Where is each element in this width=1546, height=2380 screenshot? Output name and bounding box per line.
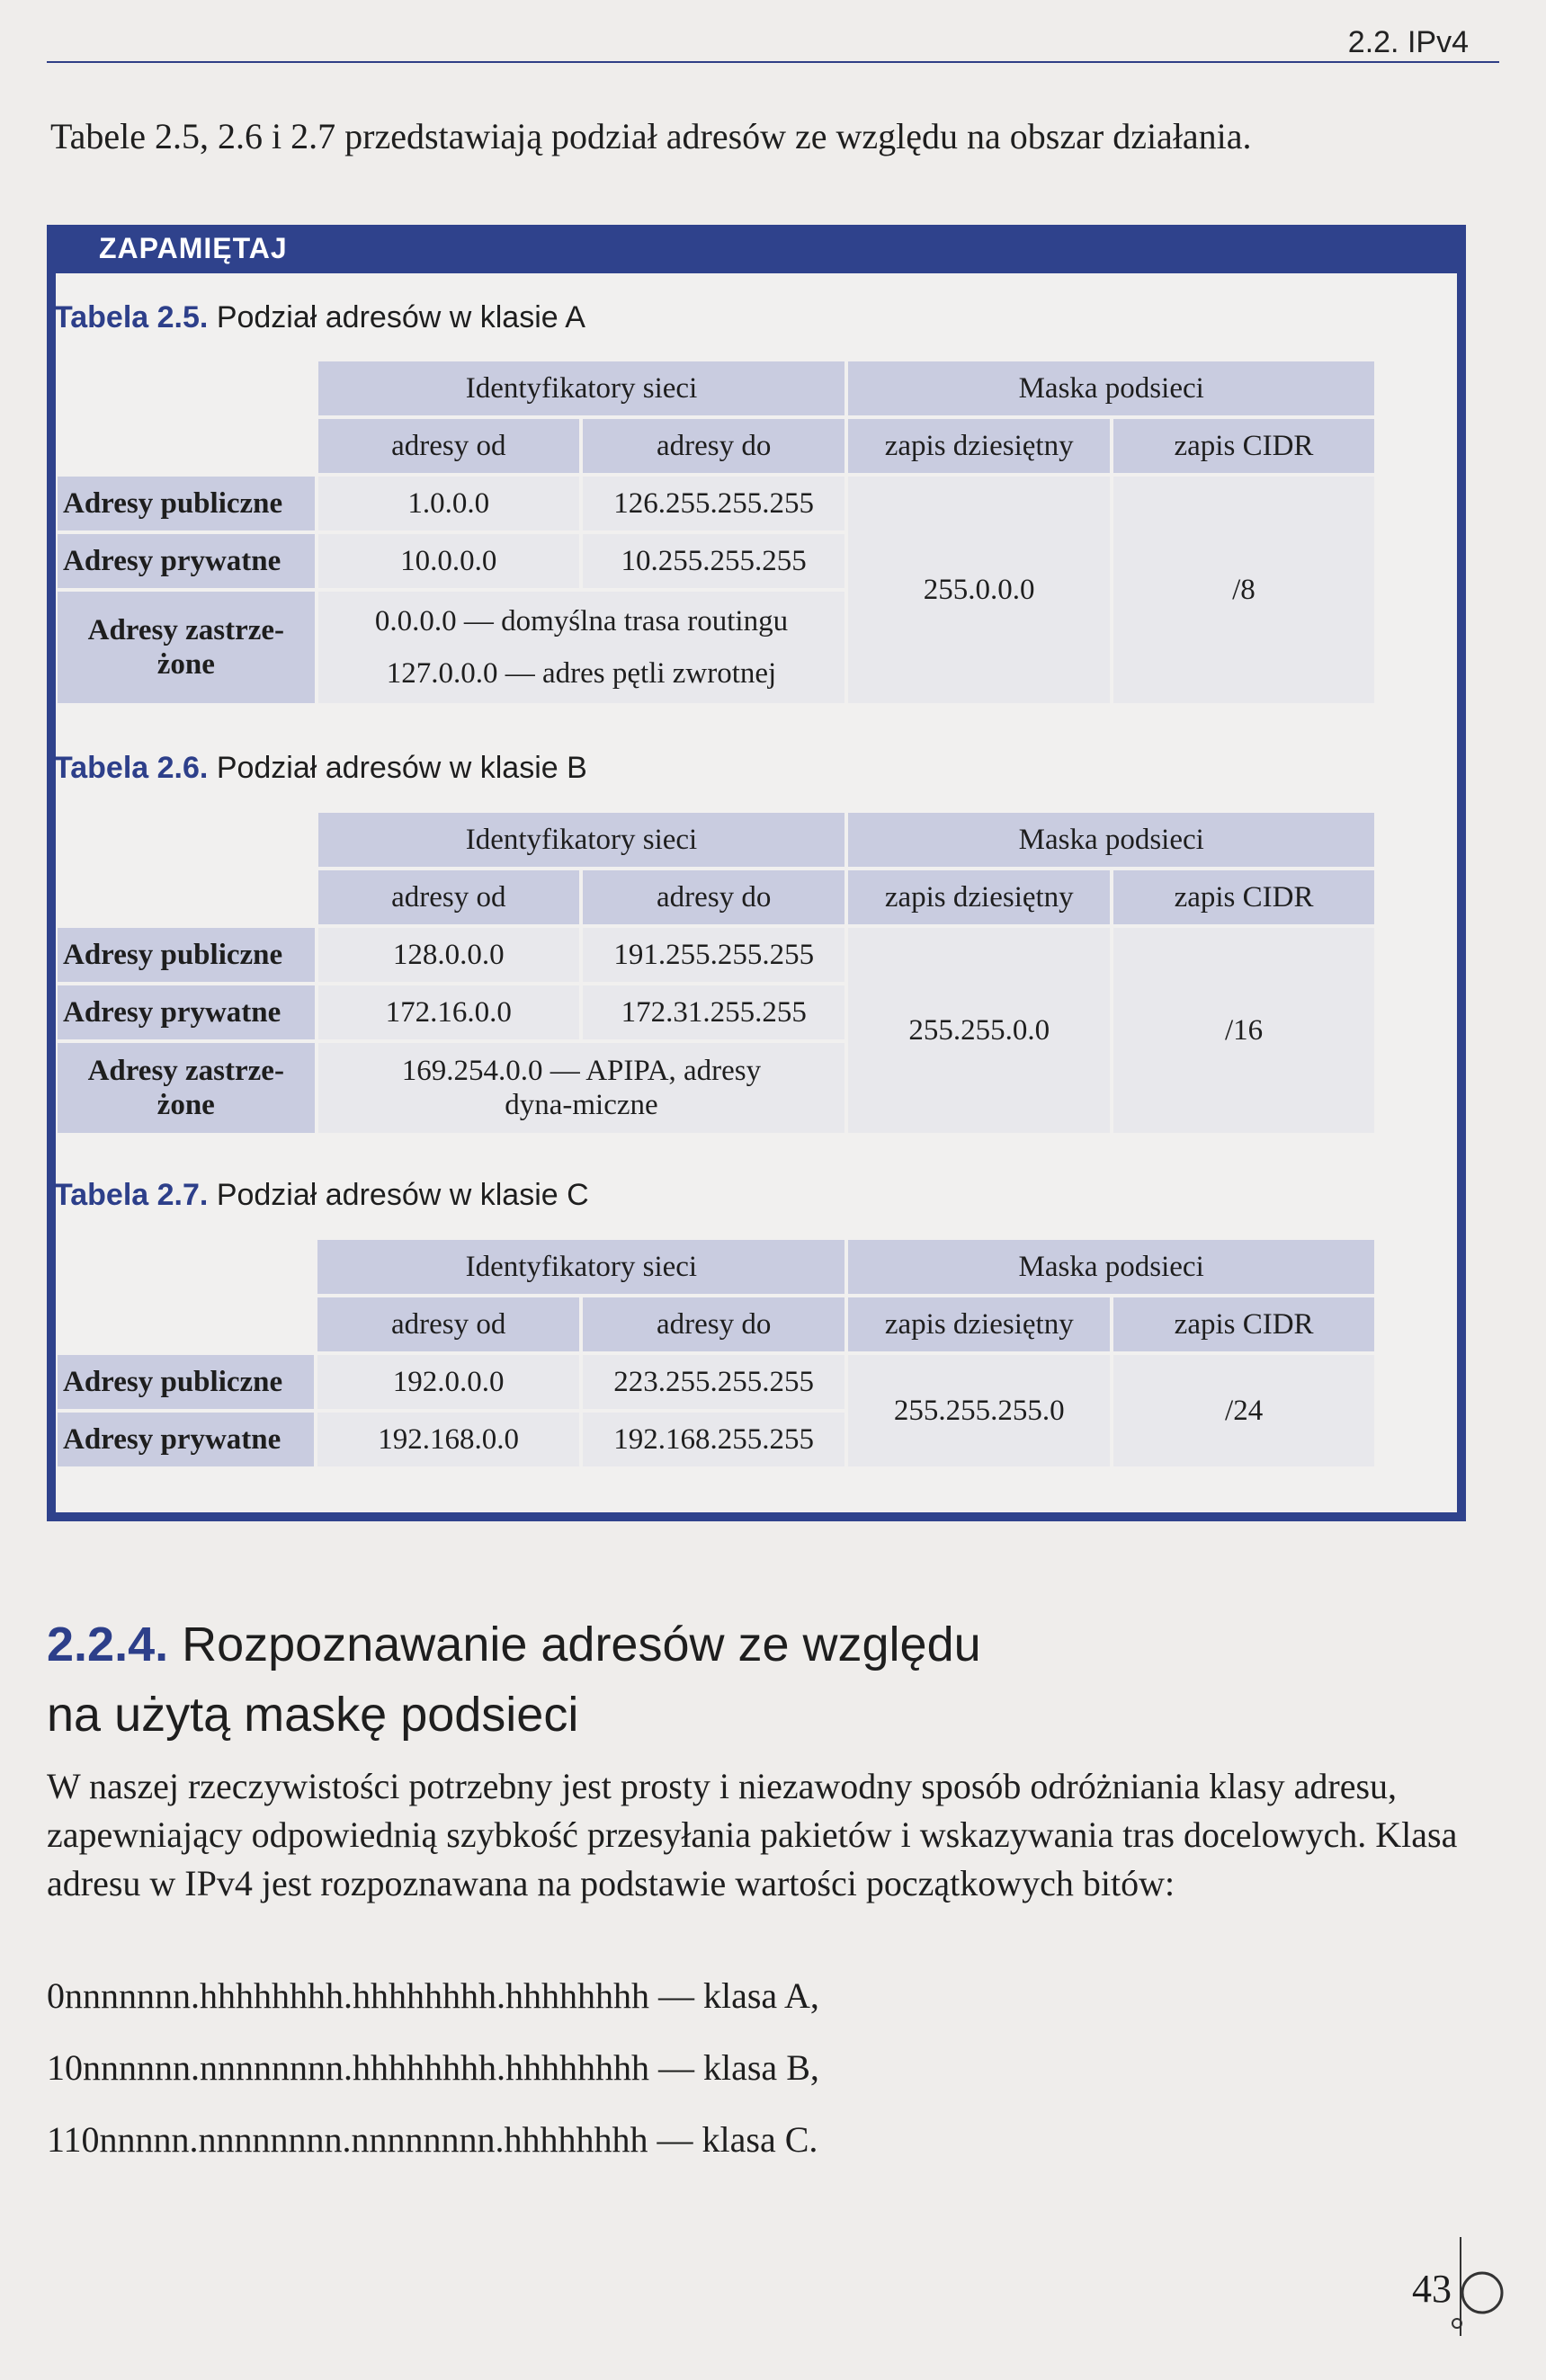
page-header [0,0,1546,72]
table-corner [58,361,315,473]
reserved-line-2: 127.0.0.0 — adres pętli zwrotnej [386,657,777,690]
header-from: adresy od [318,419,579,473]
public-to: 126.255.255.255 [583,477,844,530]
header-decimal: zapis dziesiętny [848,870,1110,924]
public-from: 1.0.0.0 [318,477,579,530]
mask-decimal: 255.0.0.0 [848,477,1110,703]
public-to: 191.255.255.255 [583,928,844,982]
table-corner [58,813,315,924]
public-from: 128.0.0.0 [318,928,580,982]
bit-pattern-class-a: 0nnnnnnn.hhhhhhhh.hhhhhhhh.hhhhhhhh — klasa A, [47,1975,819,2016]
header-subnet-mask: Maska podsieci [848,1240,1374,1294]
header-decimal: zapis dziesiętny [848,419,1110,473]
mask-cidr: /16 [1113,928,1374,1133]
reserved-line-1: 0.0.0.0 — domyślna trasa routingu [374,605,789,637]
row-label-reserved: Adresy zastrze-żone [58,1043,315,1133]
body-paragraph: W naszej rzeczywistości potrzebny jest prosty i niezawodny sposób odróżniania klasy adresu, zapewniający odpowiednią szybkość przesyłania pakietów i wskazywania tras docelowych. Klasa adresu w IPv4 jest rozpoznawana na podstawie wartości początkowych bitów: [47,1766,1458,1903]
row-label-public: Adresy publiczne [58,928,315,982]
header-cidr: zapis CIDR [1113,419,1374,473]
header-subnet-mask: Maska podsieci [848,813,1374,867]
section-title-line-1: Rozpoznawanie adresów ze względu [182,1618,981,1671]
header-network-ids: Identyfikatory sieci [317,1240,844,1294]
mask-decimal: 255.255.255.0 [848,1355,1110,1466]
row-label-private: Adresy prywatne [58,1413,314,1466]
header-from: adresy od [317,1297,579,1351]
bit-pattern-class-b: 10nnnnnn.nnnnnnnn.hhhhhhhh.hhhhhhhh — klasa B, [47,2047,819,2088]
header-to: adresy do [583,870,844,924]
row-label-reserved: Adresy zastrze-żone [58,592,315,703]
header-decimal: zapis dziesiętny [848,1297,1110,1351]
section-number: 2.2.4. [47,1618,169,1671]
mask-cidr: /24 [1113,1355,1374,1466]
table-corner [58,1240,314,1351]
header-network-ids: Identyfikatory sieci [318,361,845,415]
section-heading [47,1609,981,1750]
bit-pattern-class-c: 110nnnnn.nnnnnnnn.nnnnnnnn.hhhhhhhh — klasa C. [47,2119,818,2160]
reserved-text: 169.254.0.0 — APIPA, adresy dyna-miczne [318,1043,845,1133]
public-from: 192.0.0.0 [317,1355,579,1409]
table-number: Tabela 2.7. [54,1178,209,1212]
private-to: 10.255.255.255 [583,534,844,588]
header-to: adresy do [583,1297,844,1351]
table-number: Tabela 2.5. [54,300,209,334]
table-class-a [54,358,1378,707]
header-subnet-mask: Maska podsieci [848,361,1374,415]
private-from: 172.16.0.0 [318,985,580,1039]
page-number: 43 [1412,2267,1452,2311]
table-title: Podział adresów w klasie B [216,751,587,785]
section-title-line-2: na użytą maskę podsieci [47,1688,579,1742]
table-title: Podział adresów w klasie C [216,1178,589,1212]
header-rule [47,61,1499,63]
header-title: 2.2. IPv4 [1347,25,1469,59]
private-from: 192.168.0.0 [317,1413,579,1466]
page-ornament-icon [1443,2237,1515,2336]
header-network-ids: Identyfikatory sieci [318,813,845,867]
table-title: Podział adresów w klasie A [216,300,585,334]
private-from: 10.0.0.0 [318,534,579,588]
public-to: 223.255.255.255 [583,1355,844,1409]
table-class-b [54,809,1378,1137]
header-to: adresy do [583,419,844,473]
header-from: adresy od [318,870,580,924]
row-label-private: Adresy prywatne [58,534,315,588]
table-class-c [54,1236,1378,1470]
table-caption-2-7 [54,1178,589,1213]
table-number: Tabela 2.6. [54,751,209,785]
private-to: 172.31.255.255 [583,985,844,1039]
header-cidr: zapis CIDR [1113,870,1374,924]
table-caption-2-5 [54,300,585,335]
private-to: 192.168.255.255 [583,1413,844,1466]
row-label-public: Adresy publiczne [58,1355,314,1409]
intro-paragraph: Tabele 2.5, 2.6 i 2.7 przedstawiają podział adresów ze względu na obszar działania. [50,116,1252,156]
mask-decimal: 255.255.0.0 [848,928,1110,1133]
reserved-cell [318,592,845,703]
row-label-public: Adresy publiczne [58,477,315,530]
mask-cidr: /8 [1113,477,1374,703]
table-caption-2-6 [54,751,587,786]
row-label-private: Adresy prywatne [58,985,315,1039]
remember-label: ZAPAMIĘTAJ [99,232,288,264]
header-cidr: zapis CIDR [1113,1297,1374,1351]
